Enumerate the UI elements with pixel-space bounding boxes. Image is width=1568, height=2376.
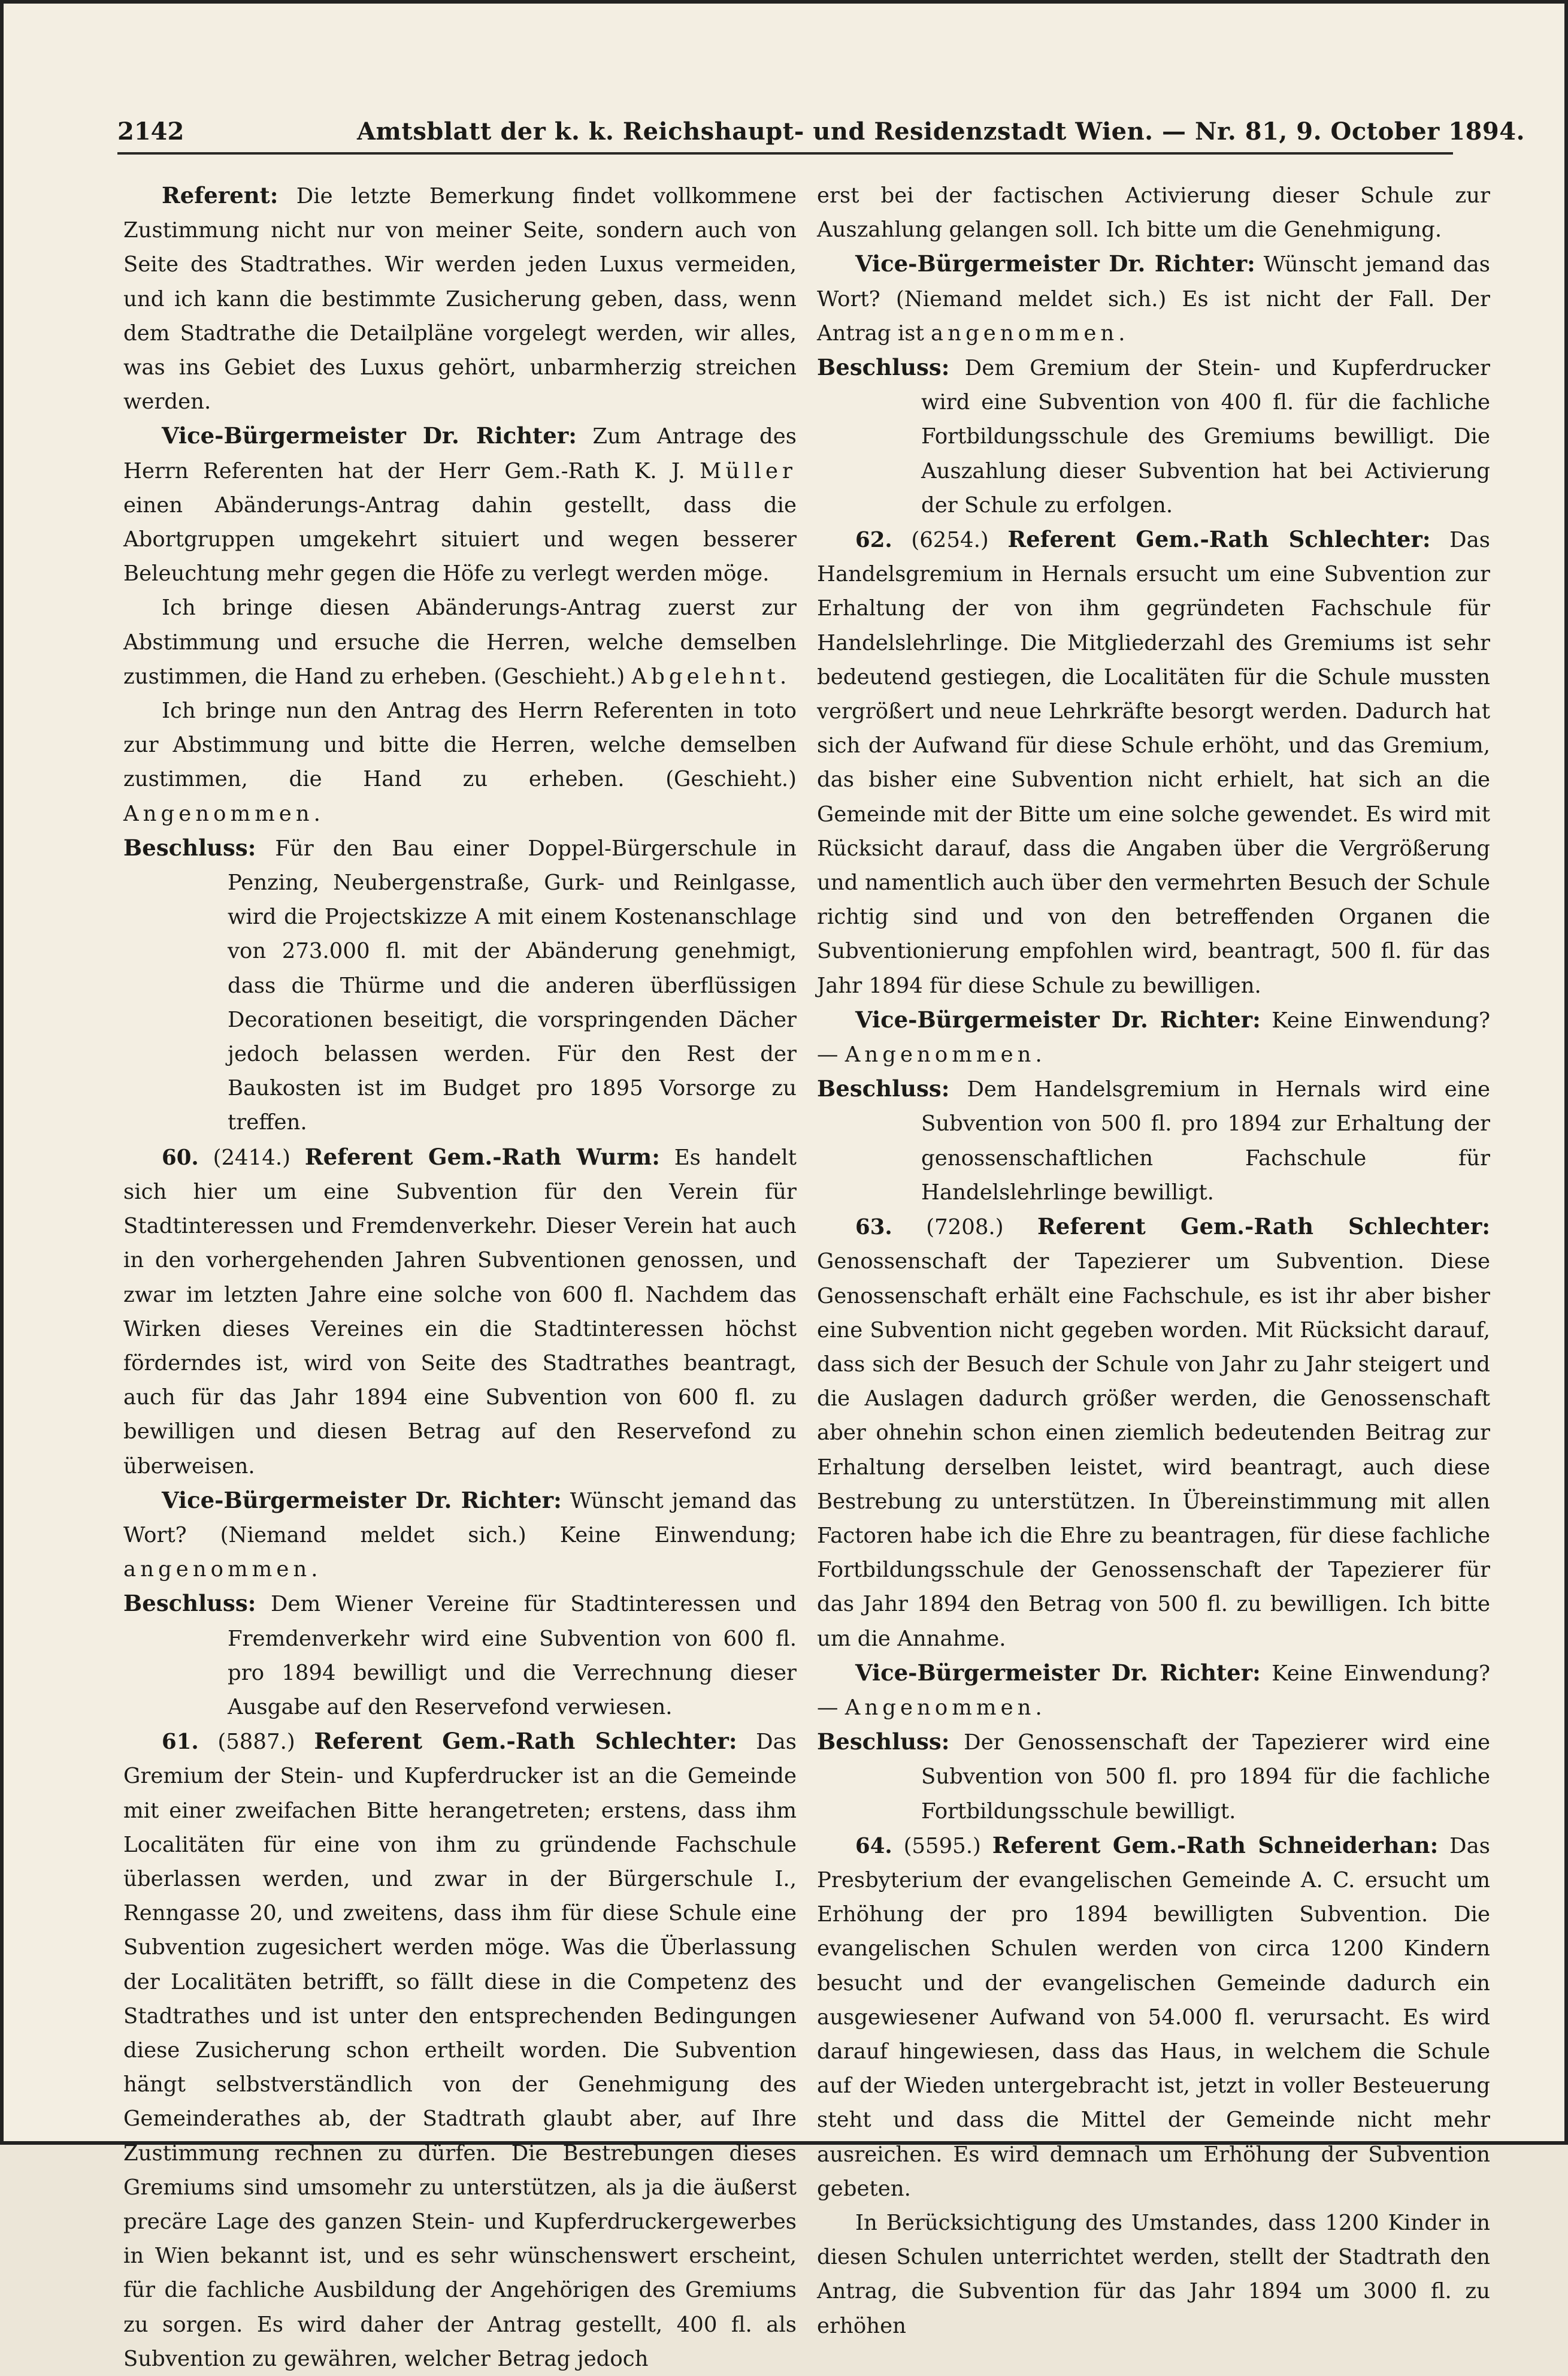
decision [817,350,1490,522]
decision [123,831,797,1140]
paragraph-text: Wünscht jemand das Wort? (Niemand meldet sich.) Keine Einwendung; [123,1488,797,1547]
page-header [117,111,1525,153]
paragraph-text: In Berücksichtigung des Umstandes, dass 1200 Kinder in diesen Schulen unterrichtet werden, stellt der Stadtrath den Antrag, die Subvention für das Jahr 1894 um 3000 fl. zu erhöhen [817,2210,1490,2338]
item-number: 62. [855,528,892,553]
agenda-item-61 [123,1724,797,2376]
paragraph-continuation [817,179,1490,247]
decision-label: Beschluss: [817,1075,950,1102]
decision [817,1725,1490,1828]
item-reference: (2414.) [213,1145,290,1170]
speaker-label: Vice-Bürgermeister Dr. Richter: [855,250,1255,277]
agenda-item-60 [123,1140,797,1483]
paragraph [123,694,797,831]
decision-text: Für den Bau einer Doppel-Bürgerschule in Penzing, Neubergenstraße, Gurk- und Reinlgasse, wird die Projectskizze A mit einem Kostenanschlage von 273.000 fl. mit der Abänderung genehmigt, dass die Thürme und die anderen überflüssigen Decorationen beseitigt, die vorspringenden Dächer jedoch belassen werden. Für den Rest der Baukosten ist im Budget pro 1895 Vorsorge zu treffen. [228,836,797,1135]
speaker-label: Vice-Bürgermeister Dr. Richter: [855,1006,1261,1033]
vote-result: Angenommen. [844,1695,1046,1720]
paragraph [817,1656,1490,1725]
decision-label: Beschluss: [817,354,950,381]
paragraph [123,419,797,591]
decision-label: Beschluss: [817,1728,950,1755]
speaker-label: Vice-Bürgermeister Dr. Richter: [162,1486,562,1513]
right-column [817,179,1490,2343]
agenda-item-64 [817,1828,1490,2206]
paragraph [123,1483,797,1587]
left-column [123,179,797,2376]
speaker-label: Vice-Bürgermeister Dr. Richter: [162,422,577,449]
paragraph-text: Wünscht jemand das Wort? (Niemand meldet sich.) Es ist nicht der Fall. Der Antrag ist [817,252,1490,346]
paragraph-text: Ich bringe diesen Abänderungs-Antrag zuerst zur Abstimmung und ersuche die Herren, welche demselben zustimmen, die Hand zu erheben. (Geschieht.) [123,595,797,689]
decision-text: Dem Gremium der Stein- und Kupferdrucker wird eine Subvention von 400 fl. für die fachliche Fortbildungsschule des Gremiums bewilligt. Die Auszahlung dieser Subvention hat bei Activierung der Schule zu erfolgen. [921,356,1490,518]
vote-result: Angenommen. [844,1042,1046,1068]
paragraph-text: Keine Einwendung? — [817,1008,1490,1068]
decision [123,1586,797,1724]
decision-label: Beschluss: [123,1590,256,1617]
decision-label: Beschluss: [123,834,256,861]
speaker-label: Referent Gem.-Rath Wurm: [304,1143,660,1170]
item-reference: (5595.) [903,1833,981,1858]
item-reference: (7208.) [926,1215,1004,1240]
decision [817,1072,1490,1210]
speaker-label: Referent Gem.-Rath Schlechter: [1037,1213,1490,1240]
speaker-label: Referent Gem.-Rath Schneiderhan: [992,1831,1439,1858]
paragraph-text: Das Handelsgremium in Hernals ersucht um eine Subvention zur Erhaltung der von ihm gegründeten Fachschule für Handelslehrlinge. Die Mitgliederzahl des Gremiums ist sehr bedeutend gestiegen, die Localitäten für die Schule mussten vergrößert und neue Lehrkräfte besorgt werden. Dadurch hat sich der Aufwand für diese Schule erhöht, und das Gremium, das bisher eine Subvention nicht erhielt, hat sich an die Gemeinde mit der Bitte um eine solche gewendet. Es wird mit Rücksicht darauf, dass die Angaben über die Vergrößerung und namentlich auch über den vermehrten Besuch der Schule richtig sind und von den betreffenden Organen die Subventionierung empfohlen wird, beantragt, 500 fl. für das Jahr 1894 für diese Schule zu bewilligen. [817,528,1491,998]
spaced-name: Müller [700,458,797,483]
vote-result: angenommen. [931,321,1130,346]
speaker-label: Referent: [162,182,279,208]
paragraph-text: Ich bringe nun den Antrag des Herrn Referenten in toto zur Abstimmung und bitte die Herren, welche demselben zustimmen, die Hand zu erheben. (Geschieht.) [123,699,797,792]
vote-result: angenommen. [123,1557,322,1582]
item-number: 61. [162,1730,199,1755]
item-number: 64. [855,1833,892,1858]
paragraph-text: Das Gremium der Stein- und Kupferdrucker ist an die Gemeinde mit einer zweifachen Bitte herangetreten; erstens, dass ihm Localitäten für eine von ihm zu gründende Fachschule überlassen werden, und zwar in der Bürgerschule I., Renngasse 20, und zweitens, dass ihm für diese Schule eine Subvention zugesichert werden möge. Was die Überlassung der Localitäten betrifft, so fällt diese in die Competenz des Stadtrathes und ist unter den entsprechenden Bedingungen diese Zusicherung schon ertheilt worden. Die Subvention hängt selbstverständlich von der Genehmigung des Gemeinderathes ab, der Stadtrath glaubt aber, auf Ihre Zustimmung rechnen zu dürfen. Die Bestrebungen dieses Gremiums sind umsomehr zu unterstützen, als ja die äußerst precäre Lage des ganzen Stein- und Kupferdruckergewerbes in Wien bekannt ist, und es sehr wünschenswert erscheint, für die fachliche Ausbildung der Angehörigen des Gremiums zu sorgen. Es wird daher der Antrag gestellt, 400 fl. als Subvention zu gewähren, welcher Betrag jedoch [123,1730,797,2371]
paragraph-text: erst bei der factischen Activierung dieser Schule zur Auszahlung gelangen soll. Ich bitte um die Genehmigung. [817,183,1490,243]
item-number: 63. [855,1215,892,1240]
speaker-label: Vice-Bürgermeister Dr. Richter: [855,1659,1261,1686]
item-number: 60. [162,1145,199,1170]
page-number: 2142 [117,117,184,146]
paragraph [817,247,1490,350]
speaker-label: Referent Gem.-Rath Schlechter: [314,1728,737,1755]
paragraph-text: Die letzte Bemerkung findet vollkommene Zustimmung nicht nur von meiner Seite, sondern auch von Seite des Stadtrathes. Wir werden jeden Luxus vermeiden, und ich kann die bestimmte Zusicherung geben, dass, wenn dem Stadtrathe die Detailpläne vorgelegt werden, wir alles, was ins Gebiet des Luxus gehört, unbarmherzig streichen werden. [123,184,797,415]
vote-result: Abgelehnt. [631,664,791,689]
running-title: Amtsblatt der k. k. Reichshaupt- und Residenzstadt Wien. — Nr. 81, 9. October 1894. [357,117,1525,146]
header-rule [117,152,1453,155]
agenda-item-62 [817,522,1490,1003]
paragraph [123,179,797,419]
decision-text: Dem Wiener Vereine für Stadtinteressen und Fremdenverkehr wird eine Subvention von 600 fl. pro 1894 bewilligt und die Verrechnung dieser Ausgabe auf den Reservefond verwiesen. [228,1592,797,1719]
paragraph [817,2206,1490,2343]
paragraph-text: Das Presbyterium der evangelischen Gemeinde A. C. ersucht um Erhöhung der pro 1894 bewilligten Subvention. Die evangelischen Schulen werden von circa 1200 Kindern besucht und der evangelischen Gemeinde dadurch ein ausgewiesener Aufwand von 54.000 fl. verursacht. Es wird darauf hingewiesen, dass das Haus, in welchem die Schule auf der Wieden untergebracht ist, jetzt in voller Besteuerung steht und dass die Mittel der Gemeinde nicht mehr ausreichen. Es wird demnach um Erhöhung der Subvention gebeten. [817,1833,1490,2201]
item-reference: (6254.) [911,528,989,553]
paragraph [123,591,797,694]
decision-text: Der Genossenschaft der Tapezierer wird eine Subvention von 500 fl. pro 1894 für die fachliche Fortbildungsschule bewilligt. [921,1730,1490,1824]
paragraph [817,1003,1490,1072]
paragraph-text: Genossenschaft der Tapezierer um Subvention. Diese Genossenschaft erhält eine Fachschule, es ist ihr aber bisher eine Subvention nicht gegeben worden. Mit Rücksicht darauf, dass sich der Besuch der Schule von Jahr zu Jahr steigert und die Auslagen dadurch größer werden, die Genossenschaft aber ohnehin schon einen ziemlich bedeutenden Beitrag zur Erhaltung derselben leistet, wird beantragt, auch diese Bestrebung zu unterstützen. In Übereinstimmung mit allen Factoren habe ich die Ehre zu beantragen, für diese fachliche Fortbildungsschule der Genossenschaft der Tapezierer für das Jahr 1894 den Betrag von 500 fl. zu bewilligen. Ich bitte um die Annahme. [817,1249,1490,1651]
paragraph-text: einen Abänderungs-Antrag dahin gestellt, dass die Abortgruppen umgekehrt situiert und wegen besserer Beleuchtung mehr gegen die Höfe zu verlegt werden möge. [123,492,797,587]
paragraph-text: Es handelt sich hier um eine Subvention für den Verein für Stadtinteressen und Fremdenverkehr. Dieser Verein hat auch in den vorhergehenden Jahren Subventionen genossen, und zwar im letzten Jahre eine solche von 600 fl. Nachdem das Wirken dieses Vereines ein die Stadtinteressen höchst förderndes ist, wird von Seite des Stadtrathes beantragt, auch für das Jahr 1894 eine Subvention von 600 fl. zu bewilligen und diesen Betrag auf den Reservefond zu überweisen. [123,1145,797,1479]
vote-result: Angenommen. [123,801,325,826]
decision-text: Dem Handelsgremium in Hernals wird eine Subvention von 500 fl. pro 1894 zur Erhaltung der genossenschaftlichen Fachschule für Handelslehrlinge bewilligt. [921,1077,1490,1205]
paragraph-text: Keine Einwendung? — [817,1661,1490,1720]
agenda-item-63 [817,1210,1490,1656]
item-reference: (5887.) [217,1730,295,1755]
paragraph-text: Zum Antrage des Herrn Referenten hat der Herr Gem.-Rath K. J. [123,424,797,483]
speaker-label: Referent Gem.-Rath Schlechter: [1007,526,1431,553]
